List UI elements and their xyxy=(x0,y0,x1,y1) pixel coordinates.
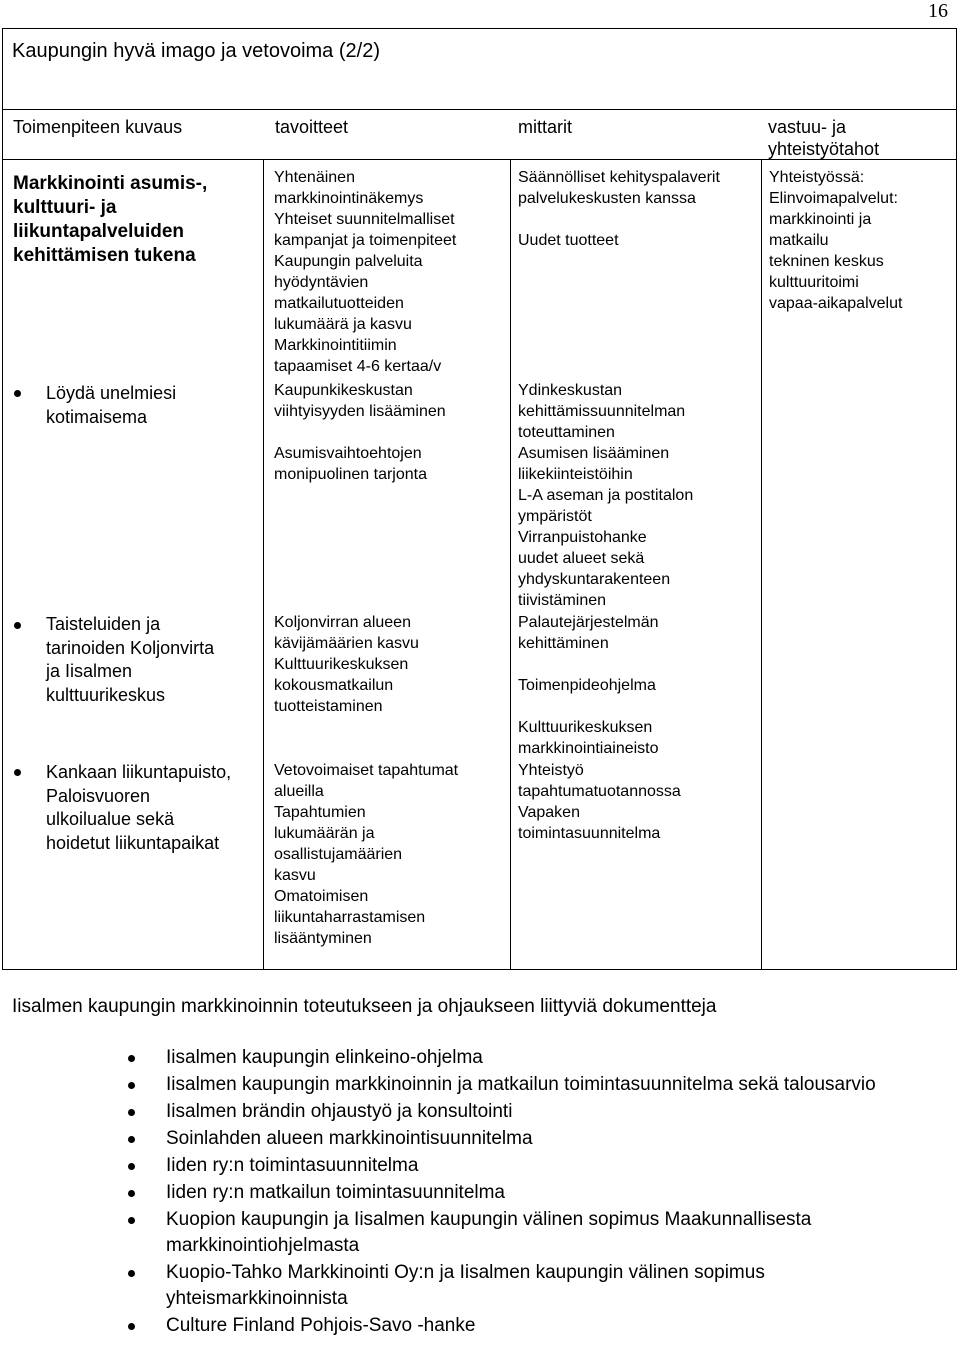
column-header-metrics: mittarit xyxy=(518,117,572,137)
list-item: Iisalmen kaupungin markkinoinnin ja matkailun toimintasuunnitelma sekä talousarvio xyxy=(128,1072,928,1098)
goals-cell: Kaupunkikeskustan viihtyisyyden lisääminen Asumisvaihtoehtojen monipuolinen tarjonta xyxy=(274,382,446,483)
metrics-cell: Palautejärjestelmän kehittäminen Toimenpideohjelma Kulttuurikeskuksen markkinointiaineisto xyxy=(518,614,659,757)
documents-title: Iisalmen kaupungin markkinoinnin toteutukseen ja ohjaukseen liittyviä dokumentteja xyxy=(12,996,717,1017)
documents-list xyxy=(128,1045,928,1340)
goals-cell: Koljonvirran alueen kävijämäärien kasvu Kulttuurikeskuksen kokousmatkailun tuotteistaminen xyxy=(274,614,419,715)
bullet-icon xyxy=(128,1055,135,1062)
metrics-cell: Yhteistyö tapahtumatuotannossa Vapaken toimintasuunnitelma xyxy=(518,762,681,842)
column-header-description: Toimenpiteen kuvaus xyxy=(13,117,183,137)
bullet-icon xyxy=(128,1190,135,1197)
bullet-icon xyxy=(128,1082,135,1089)
bullet-icon xyxy=(128,1270,135,1277)
page-title: Kaupungin hyvä imago ja vetovoima (2/2) xyxy=(12,40,380,62)
bullet-icon xyxy=(128,1217,135,1224)
list-item: Culture Finland Pohjois-Savo -hanke xyxy=(128,1313,928,1339)
bullet-icon xyxy=(128,1136,135,1143)
responsibility-cell: Yhteistyössä: Elinvoimapalvelut: markkinointi ja matkailu tekninen keskus kulttuuritoimi vapaa-aikapalvelut xyxy=(769,169,903,312)
goals-cell: Yhtenäinen markkinointinäkemys Yhteiset suunnitelmalliset kampanjat ja toimenpiteet Kaupungin palveluita hyödyntävien matkailutuotteiden lukumäärä ja kasvu Markkinointitiimin tapaamiset 4-6 kertaa/v xyxy=(274,169,457,375)
list-item: Kuopio-Tahko Markkinointi Oy:n ja Iisalmen kaupungin välinen sopimus yhteismarkkinoinnista xyxy=(128,1260,928,1312)
column-divider xyxy=(263,159,264,969)
goals-cell: Vetovoimaiset tapahtumat alueilla Tapahtumien lukumäärän ja osallistujamäärien kasvu Omatoimisen liikuntaharrastamisen lisääntyminen xyxy=(274,762,459,947)
column-divider xyxy=(510,159,511,969)
column-header-responsibility: vastuu- ja yhteistyötahot xyxy=(768,117,880,159)
metrics-cell: Ydinkeskustan kehittämissuunnitelman toteuttaminen Asumisen lisääminen liikekiinteistöihin L-A aseman ja postitalon ympäristöt Virranpuistohanke uudet alueet sekä yhdyskuntarakenteen tiivistäminen xyxy=(518,382,694,609)
action-item: Löydä unelmiesi kotimaisema xyxy=(46,383,177,427)
table-divider xyxy=(3,109,956,110)
column-header-goals: tavoitteet xyxy=(275,117,349,137)
bullet-icon xyxy=(128,1323,135,1330)
list-item: Iisalmen kaupungin elinkeino-ohjelma xyxy=(128,1045,928,1071)
page-number: 16 xyxy=(928,0,948,22)
action-item: Taisteluiden ja tarinoiden Koljonvirta ja Iisalmen kulttuurikeskus xyxy=(46,614,215,705)
bullet-icon xyxy=(128,1163,135,1170)
action-item: Kankaan liikuntapuisto, Paloisvuoren ulkoilualue sekä hoidetut liikuntapaikat xyxy=(46,762,232,853)
list-item: Iiden ry:n matkailun toimintasuunnitelma xyxy=(128,1180,928,1206)
bullet-icon xyxy=(128,1109,135,1116)
list-item: Iiden ry:n toimintasuunnitelma xyxy=(128,1153,928,1179)
bullet-icon xyxy=(14,769,21,776)
main-action: Markkinointi asumis-, kulttuuri- ja liikuntapalveluiden kehittämisen tukena xyxy=(13,173,208,266)
metrics-cell: Säännölliset kehityspalaverit palvelukeskusten kanssa Uudet tuotteet xyxy=(518,169,720,249)
list-item: Iisalmen brändin ohjaustyö ja konsultointi xyxy=(128,1099,928,1125)
list-item: Kuopion kaupungin ja Iisalmen kaupungin välinen sopimus Maakunnallisesta markkinointiohjelmasta xyxy=(128,1207,928,1259)
bullet-icon xyxy=(14,622,21,629)
bullet-icon xyxy=(14,390,21,397)
column-divider xyxy=(761,159,762,969)
list-item: Soinlahden alueen markkinointisuunnitelma xyxy=(128,1126,928,1152)
